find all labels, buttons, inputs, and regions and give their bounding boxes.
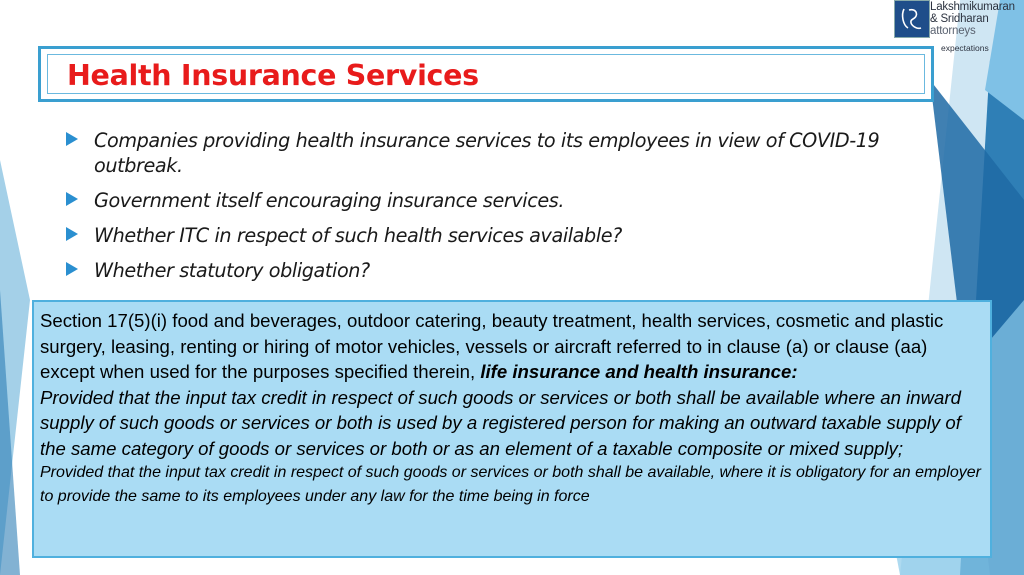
logo-wordmark [930,1,1015,37]
section-text-box [32,300,992,558]
monogram-icon [894,0,930,38]
logo-line-2: & Sridharan [930,13,989,25]
logo-tagline: expectations [941,43,989,53]
bullet-item [64,188,894,213]
bullet-item [64,258,894,283]
title-frame [38,46,934,102]
bullet-text: Government itself encouraging insurance services. [94,189,565,212]
triangle-bullet-icon [66,227,78,241]
section-bold-text: life insurance and health insurance: [480,361,798,382]
section-paragraph-3: Provided that the input tax credit in respect of such goods or services or both shall be available, where it is obligatory for an employer to provide the same to its employees under any law for the time being in force [40,464,981,505]
logo-line-1: Lakshmikumaran [930,1,1015,13]
triangle-bullet-icon [66,132,78,146]
logo-line-3: attorneys [930,25,976,37]
bullet-text: Companies providing health insurance services to its employees in view of COVID-19 outbreak. [94,129,880,177]
triangle-bullet-icon [66,262,78,276]
bullet-text: Whether ITC in respect of such health services available? [94,224,622,247]
bullet-item [64,128,894,178]
section-paragraph-1 [40,308,984,385]
bullet-item [64,223,894,248]
bullet-text: Whether statutory obligation? [94,259,370,282]
slide-title: Health Insurance Services [67,59,479,92]
section-regular-text: Section 17(5)(i) food and beverages, outdoor catering, beauty treatment, health services, cosmetic and plastic surgery, leasing, renting or hiring of motor vehicles, vessels or aircraft referred to in clause (a) or clause (aa) except when used for the purposes specified therein, [40,310,944,382]
section-paragraph-2: Provided that the input tax credit in respect of such goods or services or both shall be available where an inward supply of such goods or services or both is used by a registered person for making an outward taxable supply of the same category of goods or services or both or as an element of a taxable composite or mixed supply; [40,386,961,459]
bullet-list [64,128,894,293]
triangle-bullet-icon [66,192,78,206]
